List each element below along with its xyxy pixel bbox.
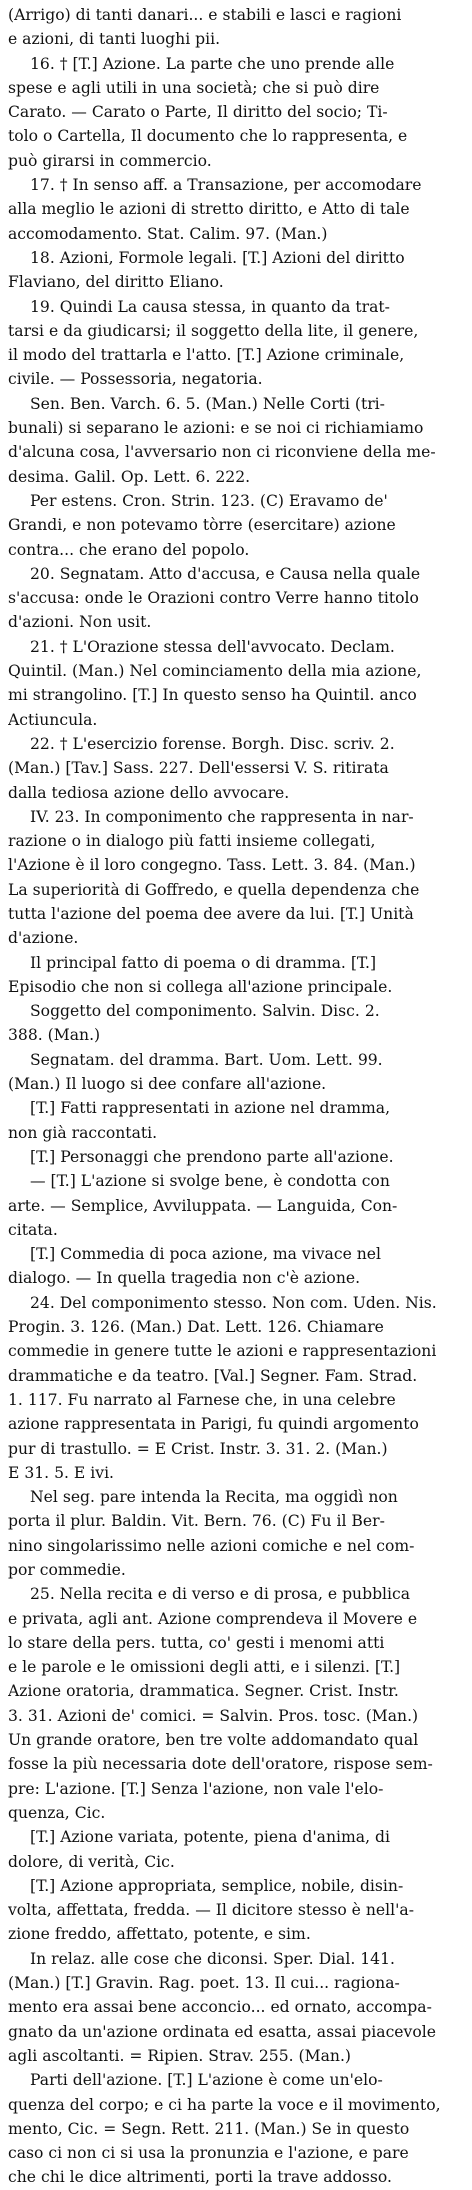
text-line: e privata, agli ant. Azione comprendeva il Movere e <box>8 1609 418 1628</box>
text-line: commedie in genere tutte le azioni e rappresentazioni <box>8 1342 437 1361</box>
text-line: [T.] Azione variata, potente, piena d'anima, di <box>30 1828 390 1847</box>
text-line: e azioni, di tanti luoghi pii. <box>8 30 221 49</box>
text-line: 3. 31. Azioni de' comici. = Salvin. Pros. tosc. (Man.) <box>8 1706 419 1725</box>
text-line: dialogo. — In quella tragedia non c'è azione. <box>8 1269 361 1288</box>
text-line: Soggetto del componimento. Salvin. Disc. 2. <box>30 1002 380 1021</box>
text-line: (Arrigo) di tanti danari... e stabili e lasci e ragioni <box>8 6 402 24</box>
text-line: lo stare della pers. tutta, co' gesti i menomi atti <box>8 1633 385 1652</box>
text-line: s'accusa: onde le Orazioni contro Verre hanno titolo <box>8 589 419 608</box>
text-line: Actiuncula. <box>8 710 98 729</box>
text-line: Un grande oratore, ben tre volte addomandato qual <box>8 1731 419 1750</box>
text-line: pre: L'azione. [T.] Senza l'azione, non vale l'elo- <box>8 1779 384 1798</box>
text-line: drammatiche e da teatro. [Val.] Segner. Fam. Strad. <box>8 1366 418 1385</box>
text-line: d'azioni. Non usit. <box>8 613 152 632</box>
text-line: d'azione. <box>8 929 79 948</box>
text-line: (Man.) [Tav.] Sass. 227. Dell'essersi V. S. ritirata <box>8 759 389 778</box>
text-line: Progin. 3. 126. (Man.) Dat. Lett. 126. Chiamare <box>8 1318 384 1337</box>
text-line: Episodio che non si collega all'azione principale. <box>8 977 393 996</box>
text-line: zione freddo, affettato, potente, e sim. <box>8 1925 311 1944</box>
text-line: bunali) si separano le azioni: e se noi ci richiamiamo <box>8 419 424 438</box>
text-line: alla meglio le azioni di stretto diritto, e Atto di tale <box>8 200 410 219</box>
text-line: quenza del corpo; e ci ha parte la voce e il movimento, <box>8 2095 441 2114</box>
text-line: mi strangolino. [T.] In questo senso ha Quintil. anco <box>8 686 417 705</box>
text-line: e le parole e le omissioni degli atti, e i silenzi. [T.] <box>8 1658 401 1677</box>
text-line: tarsi e da giudicarsi; il soggetto della lite, il genere, <box>8 321 419 340</box>
text-line: [T.] Personaggi che prendono parte all'azione. <box>30 1147 394 1166</box>
text-line: 16. † [T.] Azione. La parte che uno prende alle <box>30 54 395 73</box>
text-line: 20. Segnatam. Atto d'accusa, e Causa nella quale <box>30 564 421 583</box>
text-line: 17. † In senso aff. a Transazione, per accomodare <box>30 176 422 195</box>
text-line: Sen. Ben. Varch. 6. 5. (Man.) Nelle Corti (tri- <box>30 394 385 413</box>
text-line: [T.] Commedia di poca azione, ma vivace nel <box>30 1245 382 1264</box>
text-line: 19. Quindi La causa stessa, in quanto da trat- <box>30 297 390 316</box>
text-line: 21. † L'Orazione stessa dell'avvocato. Declam. <box>30 637 395 656</box>
text-line: [T.] Fatti rappresentati in azione nel dramma, <box>30 1099 391 1118</box>
text-line: gnato da un'azione ordinata ed esatta, assai piacevole <box>8 2022 436 2041</box>
text-line: mento, Cic. = Segn. Rett. 211. (Man.) Se in questo <box>8 2119 410 2138</box>
text-line: azione rappresentata in Parigi, fu quindi argomento <box>8 1415 419 1434</box>
text-line: tolo o Cartella, Il documento che lo rappresenta, e <box>8 127 408 146</box>
text-line: contra... che erano del popolo. <box>8 540 250 559</box>
text-line: 388. (Man.) <box>8 1026 101 1045</box>
text-line: [T.] Azione appropriata, semplice, nobile, disin- <box>30 1876 404 1895</box>
text-line: caso ci non ci si usa la pronunzia e l'azione, e pare <box>8 2144 409 2163</box>
text-line: Segnatam. del dramma. Bart. Uom. Lett. 99. <box>30 1050 383 1069</box>
text-line: Quintil. (Man.) Nel cominciamento della mia azione, <box>8 662 422 681</box>
text-line: mento era assai bene acconcio... ed ornato, accompa- <box>8 1998 432 2017</box>
text-line: nino singolarissimo nelle azioni comiche e nel com- <box>8 1536 415 1555</box>
text-line: por commedie. <box>8 1561 126 1579</box>
text-line: accomodamento. Stat. Calim. 97. (Man.) <box>8 224 328 243</box>
text-line: desima. Galil. Op. Lett. 6. 222. <box>8 467 251 486</box>
text-line: arte. — Semplice, Avviluppata. — Languida, Con- <box>8 1196 398 1215</box>
text-line: 24. Del componimento stesso. Non com. Uden. Nis. <box>30 1293 437 1312</box>
text-line: Flaviano, del diritto Eliano. <box>8 273 224 292</box>
text-line: Il principal fatto di poema o di dramma. [T.] <box>30 953 377 972</box>
text-line: fosse la più necessaria dote dell'oratore, rispose sem- <box>8 1755 433 1774</box>
text-line: quenza, Cic. <box>8 1803 106 1822</box>
text-line: tutta l'azione del poema dee avere da lui. [T.] Unità <box>8 904 414 923</box>
text-line: Carato. — Carato o Parte, Il diritto del socio; Ti- <box>8 103 388 122</box>
text-line: Per estens. Cron. Strin. 123. (C) Eravamo de' <box>30 491 388 510</box>
text-line: Grandi, e non potevamo tòrre (esercitare) azione <box>8 516 396 535</box>
text-line: citata. <box>8 1220 58 1239</box>
text-line: volta, affettata, fredda. — Il dicitore stesso è nell'a- <box>8 1901 414 1920</box>
text-line: 18. Azioni, Formole legali. [T.] Azioni del diritto <box>30 248 405 267</box>
text-line: 25. Nella recita e di verso e di prosa, e pubblica <box>30 1585 411 1604</box>
text-line: In relaz. alle cose che diconsi. Sper. Dial. 141. <box>30 1949 395 1968</box>
text-line: IV. 23. In componimento che rappresenta in nar- <box>30 807 414 826</box>
text-line: Nel seg. pare intenda la Recita, ma oggidì non <box>30 1488 398 1507</box>
text-line: — [T.] L'azione si svolge bene, è condotta con <box>30 1172 390 1191</box>
text-line: pur di trastullo. = E Crist. Instr. 3. 31. 2. (Man.) <box>8 1439 388 1458</box>
text-line: non già raccontati. <box>8 1123 158 1142</box>
text-line: che chi le dice altrimenti, porti la trave addosso. <box>8 2168 392 2187</box>
text-line: dolore, di verità, Cic. <box>8 1852 175 1871</box>
text-line: E 31. 5. E ivi. <box>8 1463 115 1482</box>
text-line: d'alcuna cosa, l'avversario non ci riconviene della me- <box>8 443 436 462</box>
text-line: può girarsi in commercio. <box>8 151 212 170</box>
text-line: 22. † L'esercizio forense. Borgh. Disc. scriv. 2. <box>30 734 395 753</box>
text-line: (Man.) Il luogo si dee confare all'azione. <box>8 1075 327 1094</box>
text-line: agli ascoltanti. = Ripien. Strav. 255. (Man.) <box>8 2046 351 2065</box>
text-line: Parti dell'azione. [T.] L'azione è come un'elo- <box>30 2071 383 2090</box>
text-line: razione o in dialogo più fatti insieme collegati, <box>8 832 376 851</box>
text-line: Azione oratoria, drammatica. Segner. Crist. Instr. <box>8 1682 399 1701</box>
text-line: spese e agli utili in una società; che si può dire <box>8 78 380 97</box>
text-line: dalla tediosa azione dello avvocare. <box>8 783 290 802</box>
text-line: 1. 117. Fu narrato al Farnese che, in una celebre <box>8 1390 396 1409</box>
text-line: civile. — Possessoria, negatoria. <box>8 370 263 389</box>
text-line: La superiorità di Goffredo, e quella dependenza che <box>8 880 420 899</box>
text-line: l'Azione è il loro congegno. Tass. Lett. 3. 84. (Man.) <box>8 856 416 875</box>
text-line: (Man.) [T.] Gravin. Rag. poet. 13. Il cui... ragiona- <box>8 1974 400 1993</box>
text-line: porta il plur. Baldin. Vit. Bern. 76. (C) Fu il Ber- <box>8 1512 385 1531</box>
text-line: il modo del trattarla e l'atto. [T.] Azione criminale, <box>8 346 405 365</box>
